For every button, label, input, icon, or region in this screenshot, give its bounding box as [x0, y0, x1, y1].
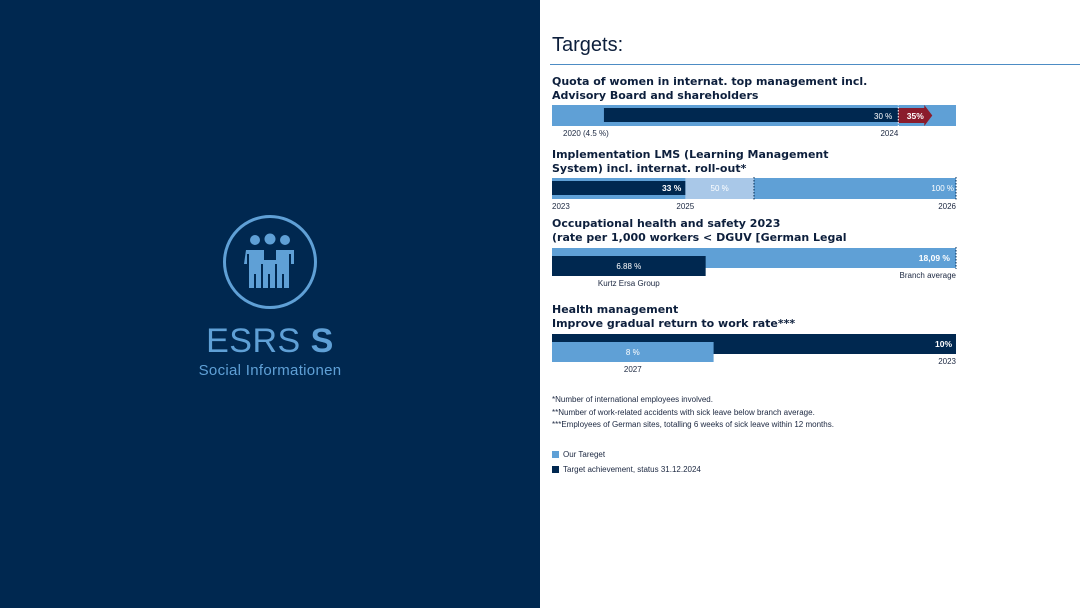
bar-caption: Kurtz Ersa Group	[597, 279, 660, 288]
target-caption: 2027	[623, 365, 642, 374]
people-group-icon	[222, 214, 318, 310]
target-value-label: 35%	[906, 111, 924, 121]
reference-value-label: 18,09 %	[918, 253, 950, 263]
bar-value-label: 6.88 %	[616, 262, 642, 271]
bar-value-label: 33 %	[661, 183, 682, 193]
footnotes	[552, 394, 834, 432]
chart-title-line: Implementation LMS (Learning Management	[552, 148, 829, 161]
esrs-subtitle: Social Informationen	[198, 362, 342, 379]
chart-title-line: System) incl. internat. roll-out*	[552, 162, 747, 175]
esrs-prefix: ESRS	[206, 322, 301, 360]
esrs-letter: S	[310, 322, 334, 360]
legend-label: Our Tareget	[563, 450, 606, 459]
legend-label: Target achievement, status 31.12.2024	[563, 465, 701, 474]
bar-achievement	[604, 108, 898, 122]
targets-chart	[540, 0, 1080, 390]
chart-title-line: Health management	[552, 303, 679, 316]
chart-title-line: Improve gradual return to work rate***	[552, 317, 796, 330]
milestone-label: 50 %	[710, 184, 729, 193]
page-title: Targets:	[552, 34, 624, 56]
axis-label: 2026	[938, 202, 956, 211]
bar-value-label: 10%	[934, 339, 952, 349]
chart-title-line: (rate per 1,000 workers < DGUV [German Legal	[552, 231, 847, 244]
axis-label-end: 2024	[880, 129, 899, 138]
milestone-label: 100 %	[931, 184, 954, 193]
axis-label-start: 2020 (4.5 %)	[563, 129, 609, 138]
reference-caption: Branch average	[899, 271, 956, 280]
esrs-heading	[0, 322, 540, 361]
legend-swatch-achievement	[552, 466, 559, 473]
footnote: ***Employees of German sites, totalling 6 weeks of sick leave within 12 months.	[552, 420, 834, 429]
axis-label: 2023	[552, 202, 570, 211]
footnote: *Number of international employees involved.	[552, 395, 713, 404]
chart-title-line: Quota of women in internat. top management incl.	[552, 75, 868, 88]
chart-title-line: Advisory Board and shareholders	[552, 89, 759, 102]
axis-label: 2025	[676, 202, 695, 211]
bar-value-label: 30 %	[874, 112, 893, 121]
achievement-caption: 2023	[938, 357, 956, 366]
chart-title-line: Occupational health and safety 2023	[552, 217, 781, 230]
target-value-label: 8 %	[625, 348, 640, 357]
legend-swatch-target	[552, 451, 559, 458]
footnote: **Number of work-related accidents with sick leave below branch average.	[552, 407, 815, 417]
